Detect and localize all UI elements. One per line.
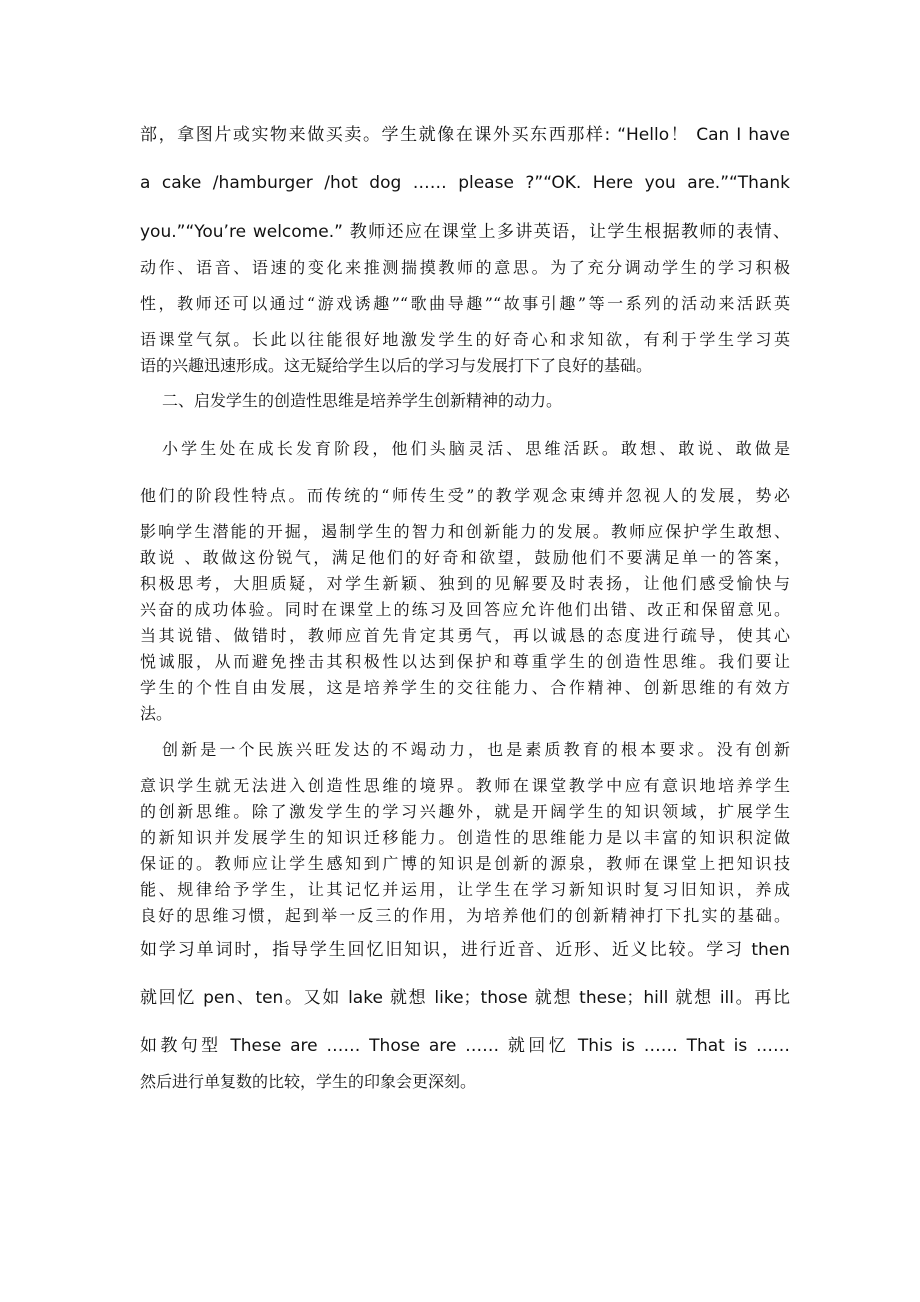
text-line: 的新知识并发展学生的知识迁移能力。创造性的思维能力是以丰富的知识积淀做 xyxy=(140,828,790,847)
text-line: 性，教师还可以通过“游戏诱趣”“歌曲导趣”“故事引趣”等一系列的活动来活跃英 xyxy=(140,294,790,313)
text-line: 法。 xyxy=(140,704,173,723)
section-heading: 二、启发学生的创造性思维是培养学生创新精神的动力。 xyxy=(162,391,563,410)
text-line: 小学生处在成长发育阶段，他们头脑灵活、思维活跃。敢想、敢说、敢做是 xyxy=(162,439,790,458)
text-line: 的创新思维。除了激发学生的学习兴趣外，就是开阔学生的知识领域，扩展学生 xyxy=(140,802,790,821)
text-line: 语课堂气氛。长此以往能很好地激发学生的好奇心和求知欲，有利于学生学习英 xyxy=(140,330,790,349)
text-line: 部，拿图片或实物来做买卖。学生就像在课外买东西那样: “Hello！ Can I have xyxy=(140,125,790,145)
text-line: a cake /hamburger /hot dog …… please ?”“OK. Here you are.”“Thank xyxy=(140,173,790,193)
text-line: 良好的思维习惯，起到举一反三的作用，为培养他们的创新精神打下扎实的基础。 xyxy=(140,906,790,925)
text-line: 然后进行单复数的比较，学生的印象会更深刻。 xyxy=(140,1072,477,1091)
text-line: 能、规律给予学生，让其记忆并运用，让学生在学习新知识时复习旧知识，养成 xyxy=(140,880,790,899)
text-line: 就回忆 pen、ten。又如 lake 就想 like；those 就想 these；hill 就想 ill。再比 xyxy=(140,988,790,1008)
text-line: 保证的。教师应让学生感知到广博的知识是创新的源泉，教师在课堂上把知识技 xyxy=(140,854,790,873)
text-line: 他们的阶段性特点。而传统的“师传生受”的教学观念束缚并忽视人的发展，势必 xyxy=(140,486,790,505)
text-line: 语的兴趣迅速形成。这无疑给学生以后的学习与发展打下了良好的基础。 xyxy=(140,356,653,375)
text-line: 如教句型 These are …… Those are …… 就回忆 This is …… That is …… xyxy=(140,1036,790,1056)
text-line: 悦诚服，从而避免挫击其积极性以达到保护和尊重学生的创造性思维。我们要让 xyxy=(140,652,790,671)
text-line: you.”“You’re welcome.” 教师还应在课堂上多讲英语，让学生根据教师的表情、 xyxy=(140,222,790,242)
text-line: 如学习单词时，指导学生回忆旧知识，进行近音、近形、近义比较。学习 then xyxy=(140,940,790,960)
text-line: 创新是一个民族兴旺发达的不竭动力，也是素质教育的根本要求。没有创新 xyxy=(162,740,790,759)
text-line: 意识学生就无法进入创造性思维的境界。教师在课堂教学中应有意识地培养学生 xyxy=(140,776,790,795)
text-line: 影响学生潜能的开掘，遏制学生的智力和创新能力的发展。教师应保护学生敢想、 xyxy=(140,522,790,541)
text-line: 学生的个性自由发展，这是培养学生的交往能力、合作精神、创新思维的有效方 xyxy=(140,678,790,697)
text-line: 敢说 、敢做这份锐气，满足他们的好奇和欲望，鼓励他们不要满足单一的答案， xyxy=(140,548,790,567)
text-line: 积极思考，大胆质疑，对学生新颖、独到的见解要及时表扬，让他们感受愉快与 xyxy=(140,574,790,593)
text-line: 动作、语音、语速的变化来推测揣摸教师的意思。为了充分调动学生的学习积极 xyxy=(140,258,790,277)
text-line: 当其说错、做错时，教师应首先肯定其勇气，再以诚恳的态度进行疏导，使其心 xyxy=(140,626,790,645)
text-line: 兴奋的成功体验。同时在课堂上的练习及回答应允许他们出错、改正和保留意见。 xyxy=(140,600,790,619)
